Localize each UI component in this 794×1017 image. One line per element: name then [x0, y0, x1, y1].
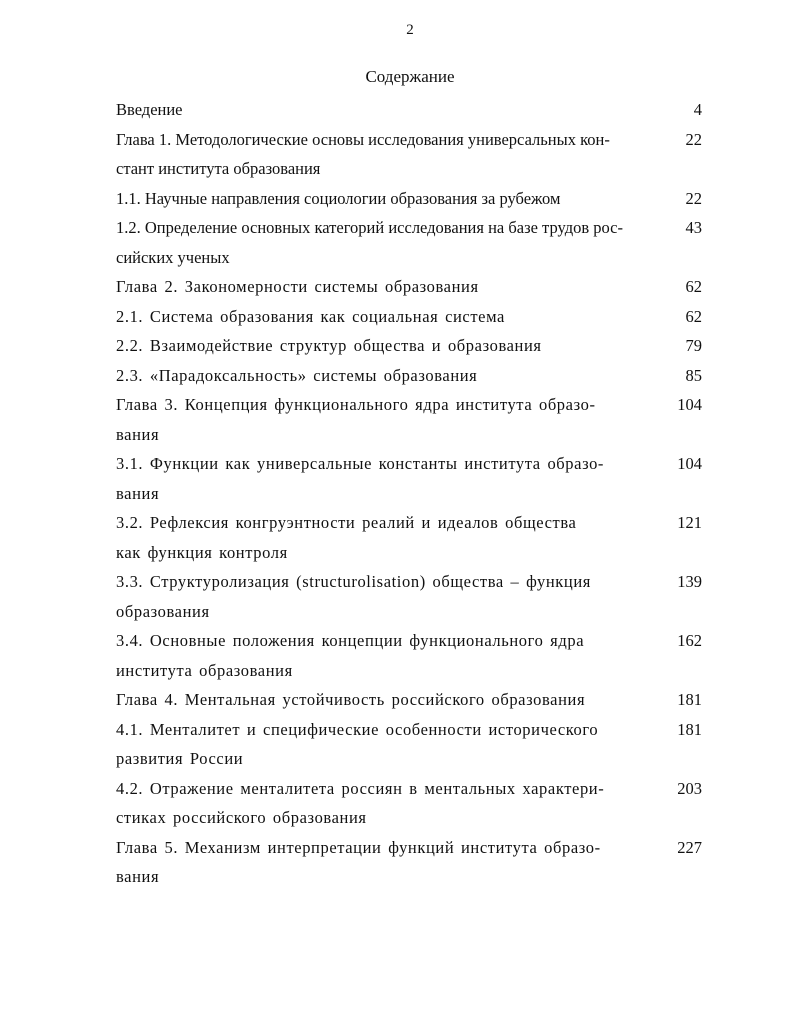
- toc-entry: [116, 95, 706, 125]
- toc-entry: [116, 125, 706, 184]
- toc-entry-title: 1.2. Определение основных категорий исследования на базе трудов рос-: [116, 218, 623, 237]
- toc-entry-title: Глава 1. Методологические основы исследования универсальных кон-: [116, 129, 610, 149]
- toc-entry-page: 181: [677, 719, 702, 739]
- toc-entry: [116, 272, 706, 302]
- toc-entry-title-continuation: стиках российского образования: [116, 808, 367, 827]
- toc-entry: [116, 715, 706, 774]
- toc-entry-title-continuation: сийских ученых: [116, 247, 230, 267]
- toc-entry-page: 79: [685, 336, 702, 355]
- toc-entry-title: 3.1. Функции как универсальные константы института образо-: [116, 454, 605, 473]
- toc-entry-title-continuation: института образования: [116, 660, 293, 680]
- toc-entry-page: 22: [685, 129, 702, 149]
- toc-entry-title-continuation: стант института образования: [116, 159, 321, 178]
- toc-entry-page: 22: [685, 188, 702, 208]
- toc-entry-page: 181: [677, 690, 702, 709]
- toc-entry: [116, 331, 706, 361]
- toc-entry: [116, 449, 706, 508]
- toc-entry-title: 3.3. Структуролизация (structurolisation) общества – функция: [116, 572, 591, 591]
- toc-entry: [116, 626, 706, 685]
- toc-entry: [116, 302, 706, 332]
- toc-entry-page: 43: [685, 218, 702, 237]
- toc-entry-title-continuation: как функция контроля: [116, 542, 288, 562]
- toc-entry-page: 62: [685, 277, 702, 296]
- table-of-contents: [116, 95, 706, 892]
- toc-entry-page: 227: [677, 837, 702, 857]
- toc-entry-title: Глава 4. Ментальная устойчивость российского образования: [116, 690, 586, 709]
- toc-entry-title: 3.2. Рефлексия конгруэнтности реалий и идеалов общества: [116, 513, 577, 532]
- toc-entry-page: 121: [677, 513, 702, 532]
- page-title: Содержание: [365, 67, 455, 86]
- toc-entry: [116, 685, 706, 715]
- toc-entry: [116, 390, 706, 449]
- toc-entry-title: 2.3. «Парадоксальность» системы образования: [116, 365, 478, 385]
- toc-entry-page: 104: [677, 454, 702, 473]
- toc-entry: [116, 774, 706, 833]
- toc-entry-page: 85: [685, 365, 702, 385]
- toc-entry-title: Глава 2. Закономерности системы образования: [116, 277, 479, 296]
- toc-entry-title: 2.2. Взаимодействие структур общества и образования: [116, 336, 542, 355]
- toc-entry-title: 4.1. Менталитет и специфические особенности исторического: [116, 719, 599, 739]
- toc-entry: [116, 508, 706, 567]
- page-number: 2: [406, 22, 414, 38]
- toc-entry-title-continuation: развития России: [116, 749, 244, 768]
- toc-entry: [116, 213, 706, 272]
- toc-entry-title-continuation: вания: [116, 424, 160, 444]
- toc-entry-title: 3.4. Основные положения концепции функционального ядра: [116, 631, 585, 650]
- toc-entry-title: Глава 3. Концепция функционального ядра института образо-: [116, 395, 596, 414]
- toc-entry: [116, 567, 706, 626]
- toc-entry-page: 4: [693, 100, 702, 119]
- toc-entry-title-continuation: образования: [116, 601, 210, 621]
- toc-entry-page: 203: [677, 778, 702, 798]
- toc-entry-title: Глава 5. Механизм интерпретации функций института образо-: [116, 837, 601, 857]
- toc-entry-title-continuation: вания: [116, 867, 160, 886]
- toc-entry-page: 139: [677, 572, 702, 591]
- toc-entry: [116, 184, 706, 214]
- toc-entry-page: 104: [677, 395, 702, 414]
- toc-entry-title-continuation: вания: [116, 483, 160, 503]
- toc-entry-title: 1.1. Научные направления социологии образования за рубежом: [116, 188, 561, 208]
- toc-entry-title: Введение: [116, 100, 183, 119]
- toc-entry-title: 2.1. Система образования как социальная система: [116, 306, 505, 326]
- toc-entry: [116, 361, 706, 391]
- toc-entry: [116, 833, 706, 892]
- toc-entry-page: 62: [685, 306, 702, 326]
- toc-entry-page: 162: [677, 631, 702, 650]
- toc-entry-title: 4.2. Отражение менталитета россиян в ментальных характери-: [116, 778, 605, 798]
